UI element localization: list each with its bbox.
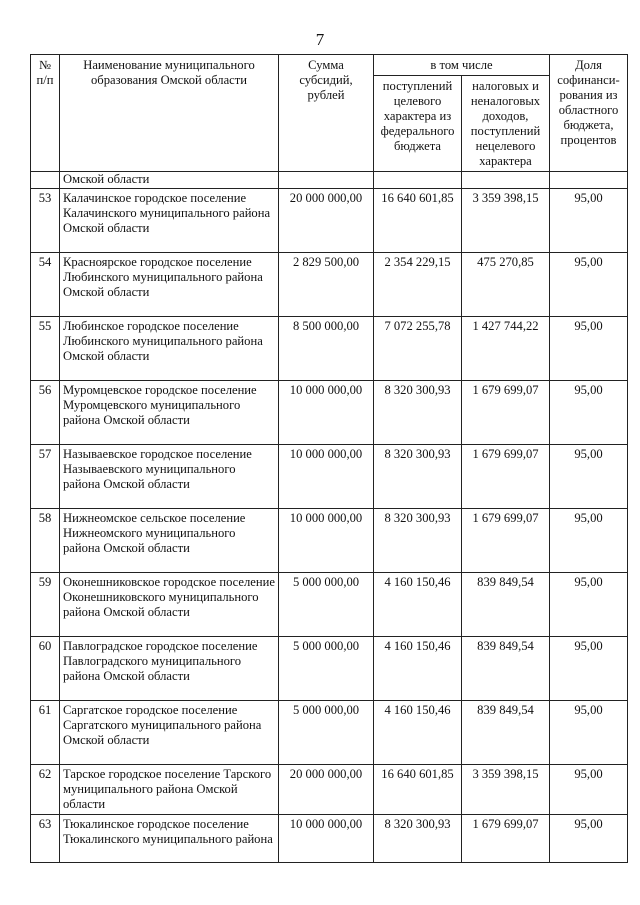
cell-sum: 20 000 000,00	[279, 765, 374, 815]
table-row	[31, 637, 628, 701]
continuation-text: Омской области	[60, 172, 279, 189]
table-row	[31, 317, 628, 381]
cell-share: 95,00	[550, 381, 628, 445]
cell-federal: 16 640 601,85	[374, 765, 462, 815]
cell-tax: 1 679 699,07	[462, 381, 550, 445]
cell-num: 58	[31, 509, 60, 573]
cell-sum: 5 000 000,00	[279, 637, 374, 701]
cell-share: 95,00	[550, 815, 628, 863]
cell-federal: 4 160 150,46	[374, 637, 462, 701]
cell-federal: 8 320 300,93	[374, 445, 462, 509]
cell-sum: 5 000 000,00	[279, 573, 374, 637]
cell-share: 95,00	[550, 317, 628, 381]
cell-num: 54	[31, 253, 60, 317]
header-name: Наименование муниципального образования Омской области	[60, 55, 279, 172]
cell-federal: 7 072 255,78	[374, 317, 462, 381]
cell-sum: 10 000 000,00	[279, 815, 374, 863]
cell-tax: 1 679 699,07	[462, 509, 550, 573]
cell-federal: 16 640 601,85	[374, 189, 462, 253]
cell-share: 95,00	[550, 573, 628, 637]
table-row	[31, 189, 628, 253]
cell-tax: 3 359 398,15	[462, 765, 550, 815]
page-number: 7	[315, 30, 325, 49]
cell-federal: 8 320 300,93	[374, 815, 462, 863]
cell-name: Тарское городское поселение Тарского муниципального района Омской области	[60, 765, 279, 815]
cell-tax: 1 679 699,07	[462, 445, 550, 509]
cell-tax: 475 270,85	[462, 253, 550, 317]
header-share: Доля софинанси-рования из областного бюджета, процентов	[550, 55, 628, 172]
cell-share: 95,00	[550, 189, 628, 253]
cell-tax: 839 849,54	[462, 701, 550, 765]
cell-tax: 1 427 744,22	[462, 317, 550, 381]
subsidy-table	[30, 54, 628, 863]
cell-sum: 2 829 500,00	[279, 253, 374, 317]
table-row	[31, 509, 628, 573]
table-row	[31, 701, 628, 765]
cell-share: 95,00	[550, 637, 628, 701]
cell-sum: 20 000 000,00	[279, 189, 374, 253]
table-row	[31, 445, 628, 509]
table-row	[31, 381, 628, 445]
cell-name: Любинское городское поселение Любинского муниципального района Омской области	[60, 317, 279, 381]
cell-sum: 5 000 000,00	[279, 701, 374, 765]
header-num: № п/п	[31, 55, 60, 172]
cell-sum: 10 000 000,00	[279, 445, 374, 509]
cell-num: 59	[31, 573, 60, 637]
cell-num: 55	[31, 317, 60, 381]
table-row	[31, 253, 628, 317]
cell-share: 95,00	[550, 253, 628, 317]
table-row	[31, 765, 628, 815]
cell-sum: 10 000 000,00	[279, 509, 374, 573]
cell-federal: 8 320 300,93	[374, 509, 462, 573]
table-row	[31, 815, 628, 863]
cell-num: 61	[31, 701, 60, 765]
cell-num: 63	[31, 815, 60, 863]
header-sum: Сумма субсидий, рублей	[279, 55, 374, 172]
cell-share: 95,00	[550, 509, 628, 573]
header-including: в том числе	[374, 55, 550, 76]
cell-num: 62	[31, 765, 60, 815]
cell-tax: 3 359 398,15	[462, 189, 550, 253]
table-row	[31, 573, 628, 637]
header-tax: налоговых и неналоговых доходов, поступлений нецелевого характера	[462, 76, 550, 172]
cell-tax: 839 849,54	[462, 573, 550, 637]
cell-share: 95,00	[550, 765, 628, 815]
cell-tax: 839 849,54	[462, 637, 550, 701]
cell-name: Саргатское городское поселение Саргатского муниципального района Омской области	[60, 701, 279, 765]
header-federal: поступлений целевого характера из федерального бюджета	[374, 76, 462, 172]
cell-name: Нижнеомское сельское поселение Нижнеомского муниципального района Омской области	[60, 509, 279, 573]
cell-tax: 1 679 699,07	[462, 815, 550, 863]
cell-name: Тюкалинское городское поселение Тюкалинского муниципального района	[60, 815, 279, 863]
cell-sum: 8 500 000,00	[279, 317, 374, 381]
cell-name: Оконешниковское городское поселение Оконешниковского муниципального района Омской области	[60, 573, 279, 637]
cell-federal: 4 160 150,46	[374, 573, 462, 637]
cell-name: Муромцевское городское поселение Муромцевского муниципального района Омской области	[60, 381, 279, 445]
cell-num: 56	[31, 381, 60, 445]
cell-federal: 8 320 300,93	[374, 381, 462, 445]
cell-share: 95,00	[550, 701, 628, 765]
cell-share: 95,00	[550, 445, 628, 509]
cell-num: 53	[31, 189, 60, 253]
cell-num: 57	[31, 445, 60, 509]
cell-federal: 2 354 229,15	[374, 253, 462, 317]
cell-name: Красноярское городское поселение Любинского муниципального района Омской области	[60, 253, 279, 317]
cell-federal: 4 160 150,46	[374, 701, 462, 765]
cell-name: Павлоградское городское поселение Павлоградского муниципального района Омской области	[60, 637, 279, 701]
cell-sum: 10 000 000,00	[279, 381, 374, 445]
cell-name: Калачинское городское поселение Калачинского муниципального района Омской области	[60, 189, 279, 253]
cell-num: 60	[31, 637, 60, 701]
continuation-row	[31, 172, 628, 189]
cell-name: Называевское городское поселение Называевского муниципального района Омской области	[60, 445, 279, 509]
